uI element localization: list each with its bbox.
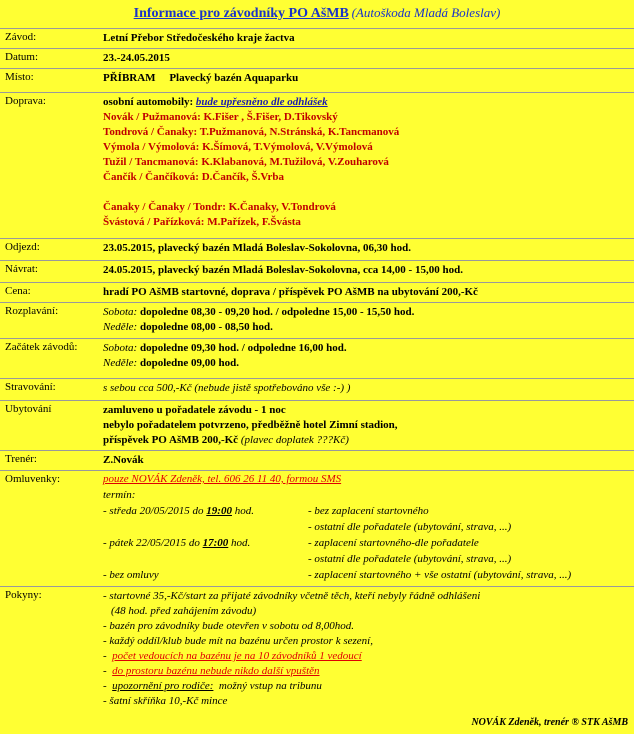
value-zacatek — [103, 341, 347, 371]
time-value: dopoledne 09,00 hod. — [139, 357, 239, 369]
car-line: Tondrová / Čanaky: T.Pužmanová, N.Stránská, K.Tancmanová — [103, 126, 400, 138]
row-datum — [0, 48, 634, 69]
row-rozplavani — [0, 302, 634, 339]
label-doprava: Doprava: — [5, 95, 46, 107]
car-line: Čanaky / Čanaky / Tondr: K.Čanaky, V.Tondrová — [103, 201, 336, 213]
value-rozplavani — [103, 305, 414, 335]
doprava-note: bude upřesněno dle odhlášek — [195, 96, 328, 108]
row-zavod — [0, 28, 634, 49]
title-subtitle: (Autoškoda Mladá Boleslav) — [351, 5, 501, 20]
time-value: dopoledne 08,30 - 09,20 hod. / odpoledne 15,00 - 15,50 hod. — [139, 306, 415, 318]
row-navrat — [0, 260, 634, 283]
value-ubytovani — [103, 403, 398, 448]
label-zacatek: Začátek závodů: — [5, 341, 78, 353]
label-cena: Cena: — [5, 285, 31, 297]
row-omluvenky — [0, 470, 634, 587]
deadline-3: - bez omluvy — [103, 569, 159, 581]
dash: - — [103, 650, 107, 662]
value-datum: 23.-24.05.2015 — [103, 52, 170, 64]
value-doprava — [103, 95, 399, 230]
row-zacatek — [0, 338, 634, 379]
deadline-time: 19:00 — [206, 505, 232, 517]
doprava-intro-line — [103, 95, 399, 110]
deadline-unit: hod. — [231, 537, 251, 549]
page-title — [0, 4, 634, 21]
instruction-highlight: počet vedoucích na bazénu je na 10 závodníků 1 vedoucí — [112, 650, 362, 662]
doprava-intro: osobní automobily: — [103, 96, 194, 108]
dash: - — [103, 680, 107, 692]
row-trener — [0, 450, 634, 471]
label-misto: Místo: — [5, 71, 34, 83]
label-navrat: Návrat: — [5, 263, 38, 275]
ubytovani-note: (plavec doplatek ???Kč) — [240, 434, 349, 446]
car-line: Výmola / Výmolová: K.Šímová, T.Výmolová, V.Výmolová — [103, 141, 373, 153]
label-stravovani: Stravování: — [5, 381, 56, 393]
omluvenky-termin: termín: — [103, 489, 136, 501]
deadline-1 — [103, 505, 254, 517]
label-rozplavani: Rozplavání: — [5, 305, 59, 317]
car-line: Čančík / Čančíková: D.Čančík, Š.Vrba — [103, 171, 285, 183]
value-odjezd: 23.05.2015, plavecký bazén Mladá Boleslav-Sokolovna, 06,30 hod. — [103, 242, 412, 254]
instruction-line: - bazén pro závodníky bude otevřen v sobotu od 8,00hod. — [103, 620, 355, 632]
ubytovani-line: nebylo pořadatelem potvrzeno, předběžně hotel Zimní stadion, — [103, 419, 398, 431]
day-label: Neděle: — [103, 321, 138, 333]
time-value: dopoledne 09,30 hod. / odpoledne 16,00 hod. — [139, 342, 347, 354]
instruction-line: - startovné 35,-Kč/start za přijaté závodníky včetně těch, kteří nebyly řádně odhlášeni — [103, 590, 481, 602]
misto-venue: Plavecký bazén Aquaparku — [169, 72, 299, 84]
row-misto — [0, 68, 634, 93]
instruction-line: (48 hod. před zahájením závodu) — [111, 605, 257, 617]
value-pokyny — [103, 589, 480, 709]
car-line: Švástová / Pařízková: M.Pařízek, F.Švásta — [103, 216, 301, 228]
row-doprava — [0, 92, 634, 239]
car-line: Novák / Pužmanová: K.Fišer , Š.Fišer, D.Tikovský — [103, 111, 338, 123]
value-misto — [103, 71, 298, 86]
label-zavod: Závod: — [5, 31, 37, 43]
value-navrat: 24.05.2015, plavecký bazén Mladá Boleslav-Sokolovna, cca 14,00 - 15,00 hod. — [103, 264, 463, 276]
label-odjezd: Odjezd: — [5, 241, 40, 253]
label-trener: Trenér: — [5, 453, 37, 465]
label-pokyny: Pokyny: — [5, 589, 42, 601]
spacer — [103, 185, 399, 200]
row-cena — [0, 282, 634, 303]
label-ubytovani: Ubytování — [5, 403, 52, 415]
day-label: Sobota: — [103, 306, 138, 318]
instruction-highlight: do prostoru bazénu nebude nikdo další vpuštěn — [112, 665, 320, 677]
label-omluvenky: Omluvenky: — [5, 473, 60, 485]
rule-line: - zaplacení startovného + vše ostatní (ubytování, strava, ...) — [308, 569, 572, 581]
value-zavod: Letní Přebor Středočeského kraje žactva — [103, 32, 295, 44]
rule-line: - zaplacení startovného-dle pořadatele — [308, 537, 479, 549]
deadline-2 — [103, 537, 250, 549]
label-datum: Datum: — [5, 51, 38, 63]
value-trener: Z.Novák — [103, 454, 144, 466]
value-stravovani: s sebou cca 500,-Kč (nebude jistě spotřebováno vše :-) ) — [103, 382, 351, 394]
time-value: dopoledne 08,00 - 08,50 hod. — [139, 321, 273, 333]
deadline-text: - pátek 22/05/2015 do — [103, 537, 200, 549]
misto-city: PŘÍBRAM — [103, 72, 156, 84]
rule-line: - ostatní dle pořadatele (ubytování, strava, ...) — [308, 553, 512, 565]
instruction-line: - každý oddíl/klub bude mít na bazénu určen prostor k sezení, — [103, 635, 373, 647]
deadline-unit: hod. — [234, 505, 254, 517]
dash: - — [103, 665, 107, 677]
deadline-text: - středa 20/05/2015 do — [103, 505, 204, 517]
row-ubytovani — [0, 400, 634, 451]
footer-signature: NOVÁK Zdeněk, trenér ® STK AšMB — [471, 717, 628, 728]
instruction-heading: upozornění pro rodiče: — [112, 680, 214, 692]
rule-line: - bez zaplacení startovného — [308, 505, 429, 517]
rule-line: - ostatní dle pořadatele (ubytování, strava, ...) — [308, 521, 512, 533]
instruction-line: - šatní skříňka 10,-Kč mince — [103, 695, 228, 707]
row-stravovani — [0, 378, 634, 401]
day-label: Sobota: — [103, 342, 138, 354]
car-line: Tužil / Tancmanová: K.Klabanová, M.Tužilová, V.Zouharová — [103, 156, 389, 168]
omluvenky-contact: pouze NOVÁK Zdeněk, tel. 606 26 11 40, formou SMS — [103, 473, 342, 485]
instruction-text: možný vstup na tribunu — [218, 680, 322, 692]
row-odjezd — [0, 238, 634, 261]
value-cena: hradí PO AšMB startovné, doprava / příspěvek PO AšMB na ubytování 200,-Kč — [103, 286, 478, 298]
ubytovani-line: zamluveno u pořadatele závodu - 1 noc — [103, 404, 286, 416]
deadline-time: 17:00 — [202, 537, 229, 549]
ubytovani-line: příspěvek PO AšMB 200,-Kč — [103, 434, 239, 446]
title-main: Informace pro závodníky PO AšMB — [133, 6, 349, 21]
day-label: Neděle: — [103, 357, 138, 369]
row-pokyny — [0, 586, 634, 734]
